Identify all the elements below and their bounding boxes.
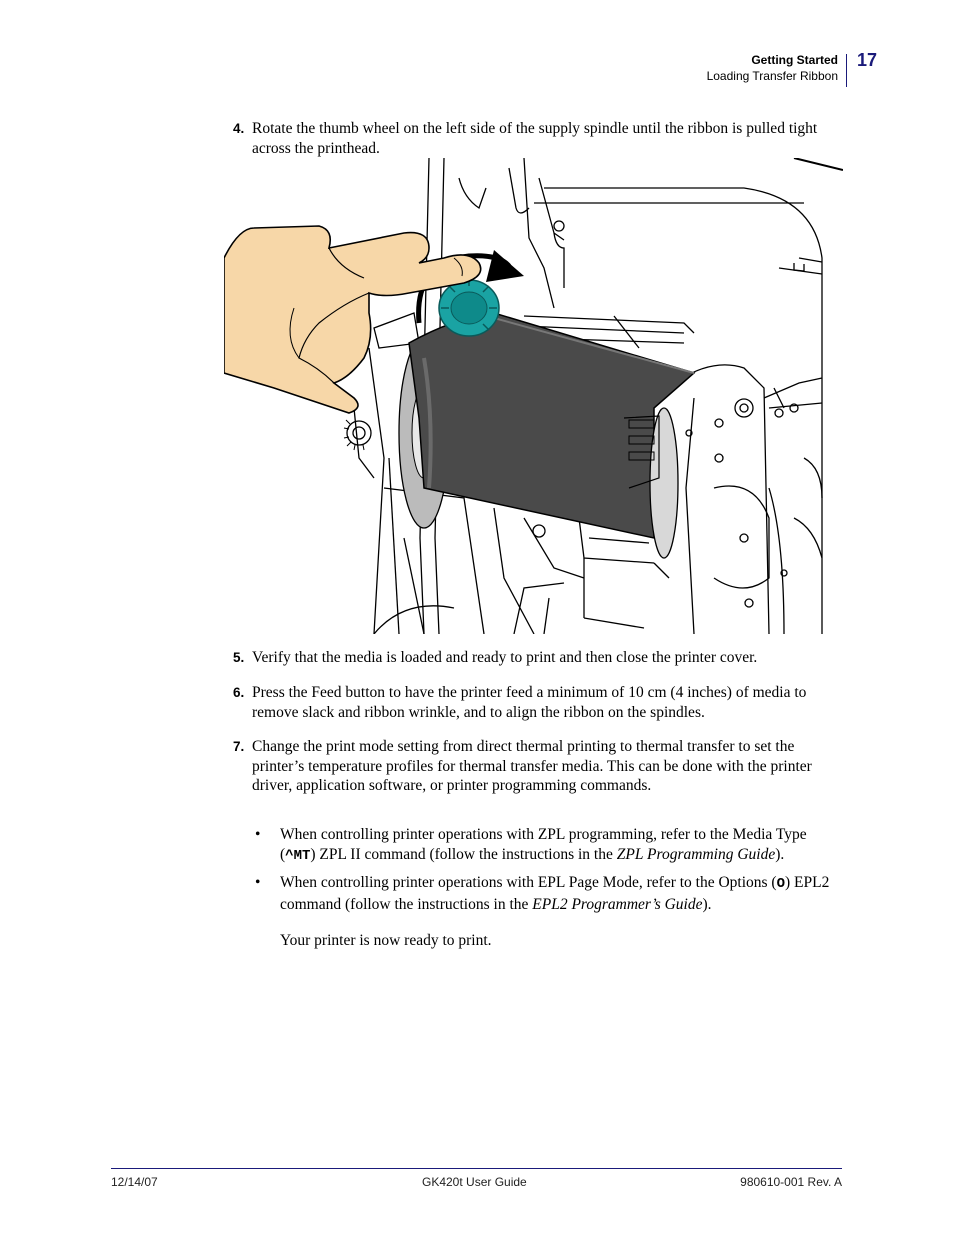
step-4 — [233, 119, 843, 158]
step-number: 7. — [233, 739, 245, 754]
bullet-text-post: ). — [702, 895, 712, 913]
footer-title: GK420t User Guide — [422, 1175, 527, 1189]
step-number: 6. — [233, 685, 245, 700]
command-code: ^MT — [285, 847, 311, 864]
bullet-text-pre: When controlling printer operations with EPL Page Mode, refer to the Options ( — [280, 874, 777, 891]
bullet-marker: • — [255, 874, 261, 891]
bullet-zpl — [255, 825, 843, 866]
bullet-marker: • — [255, 826, 261, 843]
running-header — [707, 52, 838, 84]
step-text: Change the print mode setting from direct thermal printing to thermal transfer to set the printer’s temperature profiles for thermal transfer media. This can be done with the printer driver, application software, or printer programming commands. — [252, 738, 812, 794]
footer-divider — [111, 1168, 842, 1169]
page-number: 17 — [857, 50, 878, 70]
step-5 — [233, 648, 843, 668]
step-text: Rotate the thumb wheel on the left side of the supply spindle until the ribbon is pulled tight across the printhead. — [252, 120, 818, 157]
step-text: Press the Feed button to have the printer feed a minimum of 10 cm (4 inches) of media to remove slack and ribbon wrinkle, and to align the ribbon on the spindles. — [252, 684, 807, 721]
bullet-text-post: ). — [775, 845, 785, 863]
step-number: 4. — [233, 121, 245, 136]
bullet-text-mid: ) EPL2 command (follow the instructions in the — [280, 874, 830, 913]
step-number: 5. — [233, 650, 245, 665]
step-6 — [233, 683, 843, 722]
guide-reference: ZPL Programming Guide — [616, 845, 776, 863]
printer-drawing — [224, 158, 843, 634]
bullet-epl — [255, 873, 843, 914]
header-subsection-title: Loading Transfer Ribbon — [706, 69, 838, 83]
command-code: O — [776, 876, 786, 892]
guide-reference: EPL2 Programmer’s Guide — [532, 895, 703, 913]
step-7 — [233, 737, 843, 796]
ribbon-loading-illustration — [224, 158, 843, 634]
bullet-text-pre: When controlling printer operations with ZPL programming, refer to the Media Type ( — [280, 826, 807, 863]
bullet-text — [280, 825, 843, 866]
bullet-text — [280, 873, 843, 914]
closing-note: Your printer is now ready to print. — [280, 932, 492, 949]
footer-doc-number: 980610-001 Rev. A — [740, 1175, 842, 1189]
footer-date: 12/14/07 — [111, 1175, 158, 1189]
header-section-title: Getting Started — [751, 53, 838, 67]
header-divider — [846, 54, 847, 87]
step-text: Verify that the media is loaded and ready to print and then close the printer cover. — [252, 649, 758, 666]
bullet-text-mid: ) ZPL II command (follow the instructions in the — [310, 845, 617, 863]
